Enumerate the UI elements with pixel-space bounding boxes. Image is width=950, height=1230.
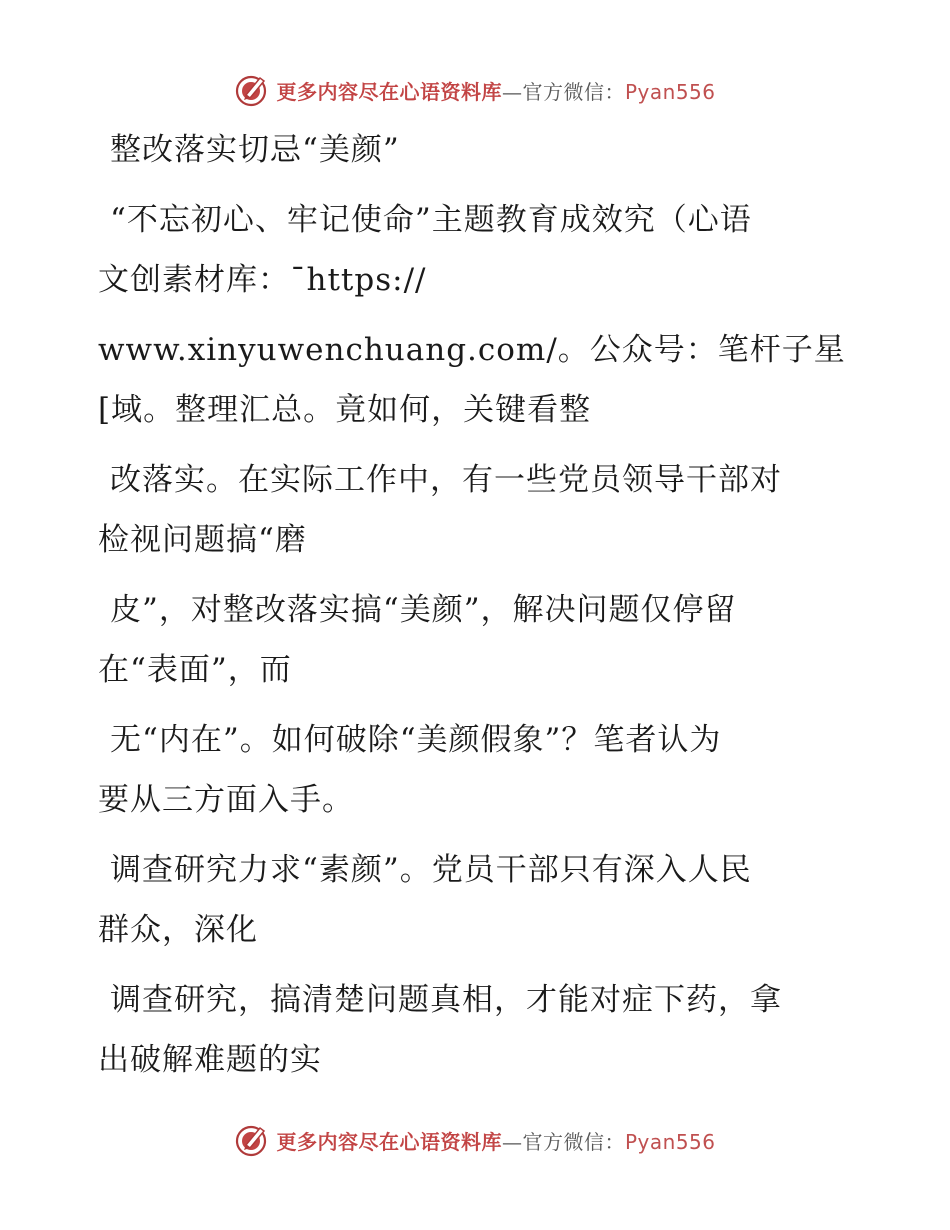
- paragraph-line: 检视问题搞“磨: [98, 522, 307, 558]
- paragraph-line: 调查研究力求“素颜”。党员干部只有深入人民: [110, 852, 752, 888]
- paragraph-line: 皮”，对整改落实搞“美颜”，解决问题仅停留: [110, 592, 737, 628]
- paragraph-line: 在“表面”，而: [98, 652, 292, 688]
- paragraph-line: 无“内在”。如何破除“美颜假象”？笔者认为: [110, 722, 722, 758]
- paragraph-line: 文创素材库：¯https://: [98, 262, 427, 298]
- footer-banner: [0, 1118, 950, 1162]
- paragraph-line: 群众，深化: [98, 912, 258, 948]
- paragraph-line: “不忘初心、牢记使命”主题教育成效究（心语: [110, 202, 752, 238]
- paragraph-line: 改落实。在实际工作中，有一些党员领导干部对: [110, 462, 782, 498]
- paragraph-line: 出破解难题的实: [98, 1042, 322, 1078]
- banner-official-label: 官方微信：: [522, 79, 625, 104]
- banner-text: [276, 76, 715, 105]
- paragraph-line: [域。整理汇总。竟如何，关键看整: [98, 392, 592, 428]
- document-body: [98, 120, 846, 1090]
- paragraph-line: 调查研究，搞清楚问题真相，才能对症下药，拿: [110, 982, 782, 1018]
- banner-account: Pyan556: [624, 1129, 716, 1154]
- pen-seal-icon: [234, 72, 270, 108]
- document-title: 整改落实切忌“美颜”: [110, 132, 400, 168]
- banner-brand: 更多内容尽在心语资料库: [276, 79, 502, 104]
- banner-text: [276, 1126, 715, 1155]
- banner-dash: —: [501, 1129, 523, 1154]
- banner-official-label: 官方微信：: [522, 1129, 625, 1154]
- banner-dash: —: [501, 79, 523, 104]
- paragraph-line: 要从三方面入手。: [98, 782, 354, 818]
- pen-seal-icon: [234, 1122, 270, 1158]
- banner-account: Pyan556: [624, 79, 716, 104]
- paragraph-line: www.xinyuwenchuang.com/。公众号：笔杆子星: [98, 332, 846, 368]
- header-banner: [0, 68, 950, 112]
- banner-brand: 更多内容尽在心语资料库: [276, 1129, 502, 1154]
